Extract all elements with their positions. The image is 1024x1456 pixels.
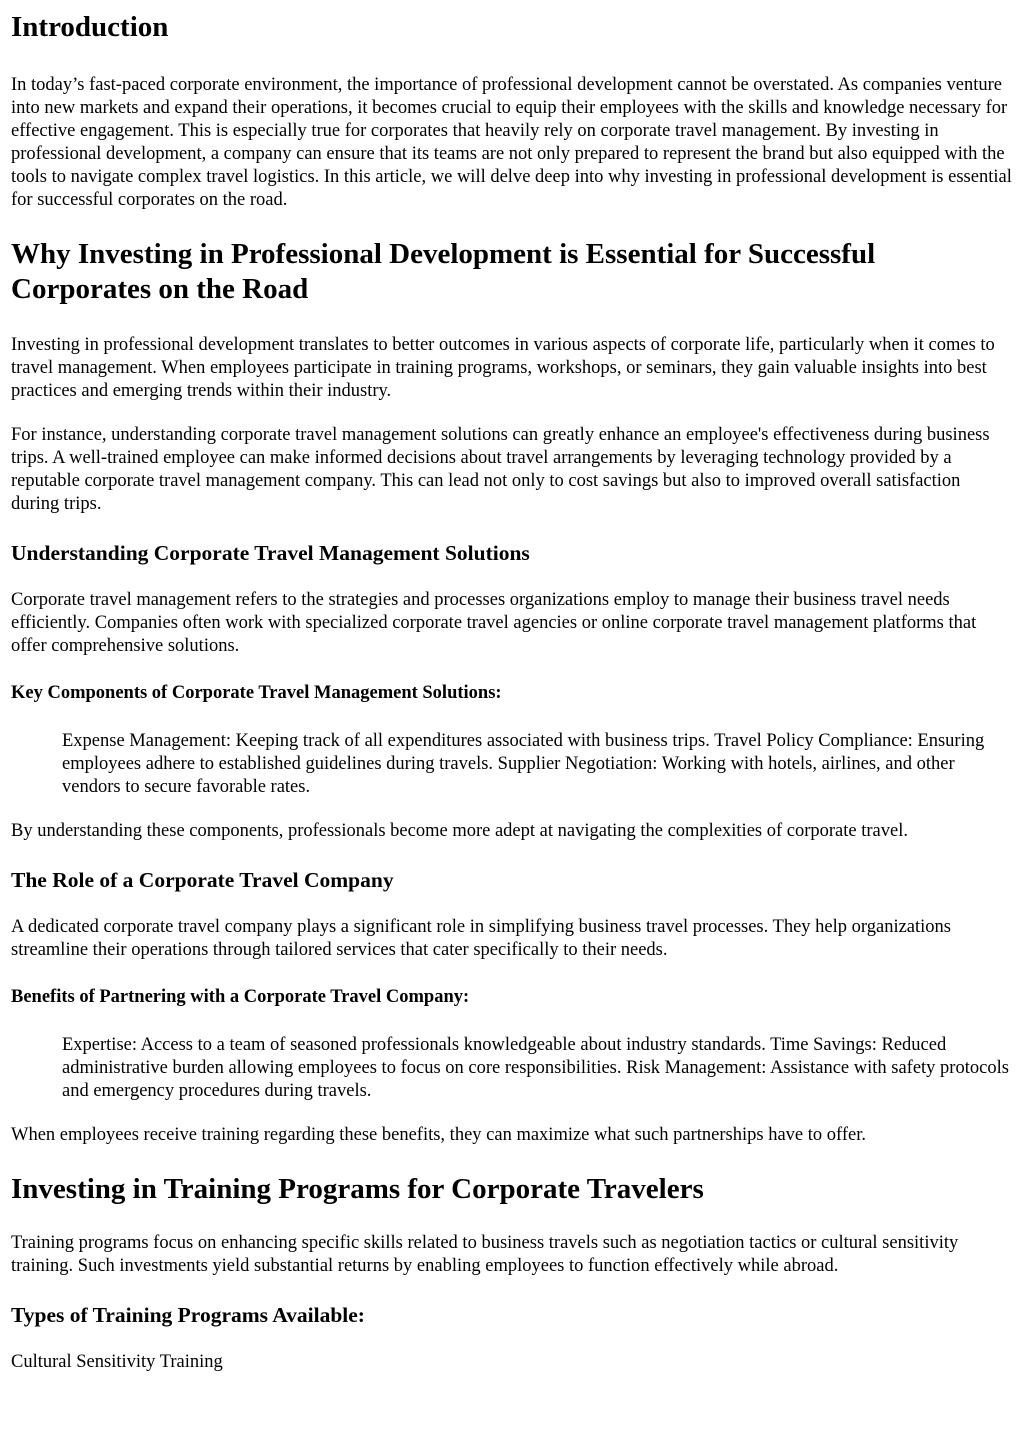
- intro-heading: Introduction: [11, 11, 169, 43]
- solutions-closing: By understanding these components, professionals become more adept at navigating the complexities of corporate travel.: [11, 821, 908, 841]
- solutions-paragraph: Corporate travel management refers to the strategies and processes organizations employ to manage their business travel needs efficiently. Companies often work with specialized corporate travel agencies or online corporate travel management platforms that offer comprehensive solutions.: [11, 590, 977, 656]
- training-heading: Investing in Training Programs for Corporate Travelers: [11, 1173, 704, 1205]
- why-paragraph-1: Investing in professional development translates to better outcomes in various aspects of corporate life, particularly when it comes to travel management. When employees participate in training programs, workshops, or seminars, they gain valuable insights into best practices and emerging trends within their industry.: [11, 335, 995, 401]
- solutions-components-quote: Expense Management: Keeping track of all expenditures associated with business trips. Travel Policy Compliance: Ensuring employees adhere to established guidelines during travels. Supplier Negotiation: Working with hotels, airlines, and other vendors to secure favorable rates.: [62, 731, 985, 797]
- training-subheading: Types of Training Programs Available:: [11, 1303, 365, 1327]
- why-paragraph-2: For instance, understanding corporate travel management solutions can greatly enhance an employee's effectiveness during business trips. A well-trained employee can make informed decisions about travel arrangements by leveraging technology provided by a reputable corporate travel management company. This can lead not only to cost savings but also to improved overall satisfaction during trips.: [11, 425, 990, 514]
- intro-paragraph: In today’s fast-paced corporate environment, the importance of professional development cannot be overstated. As companies venture into new markets and expand their operations, it becomes crucial to equip their employees with the skills and knowledge necessary for effective engagement. This is especially true for corporates that heavily rely on corporate travel management. By investing in professional development, a company can ensure that its teams are not only prepared to represent the brand but also equipped with the tools to navigate complex travel logistics. In this article, we will delve deep into why investing in professional development is essential for successful corporates on the road.: [11, 75, 1012, 210]
- article: [0, 10, 1024, 1374]
- role-benefits-quote: Expertise: Access to a team of seasoned professionals knowledgeable about industry standards. Time Savings: Reduced administrative burden allowing employees to focus on core responsibilities. Risk Management: Assistance with safety protocols and emergency procedures during travels.: [62, 1035, 1009, 1101]
- role-heading: The Role of a Corporate Travel Company: [11, 868, 394, 892]
- why-heading: Why Investing in Professional Development is Essential for Successful Corporates on the Road: [11, 238, 876, 305]
- training-item-cultural: Cultural Sensitivity Training: [11, 1352, 223, 1372]
- role-subheading: Benefits of Partnering with a Corporate Travel Company:: [11, 987, 470, 1007]
- role-paragraph: A dedicated corporate travel company plays a significant role in simplifying business travel processes. They help organizations streamline their operations through tailored services that cater specifically to their needs.: [11, 917, 951, 960]
- role-closing: When employees receive training regarding these benefits, they can maximize what such partnerships have to offer.: [11, 1125, 866, 1145]
- solutions-heading: Understanding Corporate Travel Management Solutions: [11, 541, 530, 565]
- solutions-subheading: Key Components of Corporate Travel Management Solutions:: [11, 683, 502, 703]
- training-paragraph: Training programs focus on enhancing specific skills related to business travels such as negotiation tactics or cultural sensitivity training. Such investments yield substantial returns by enabling employees to function effectively while abroad.: [11, 1233, 959, 1276]
